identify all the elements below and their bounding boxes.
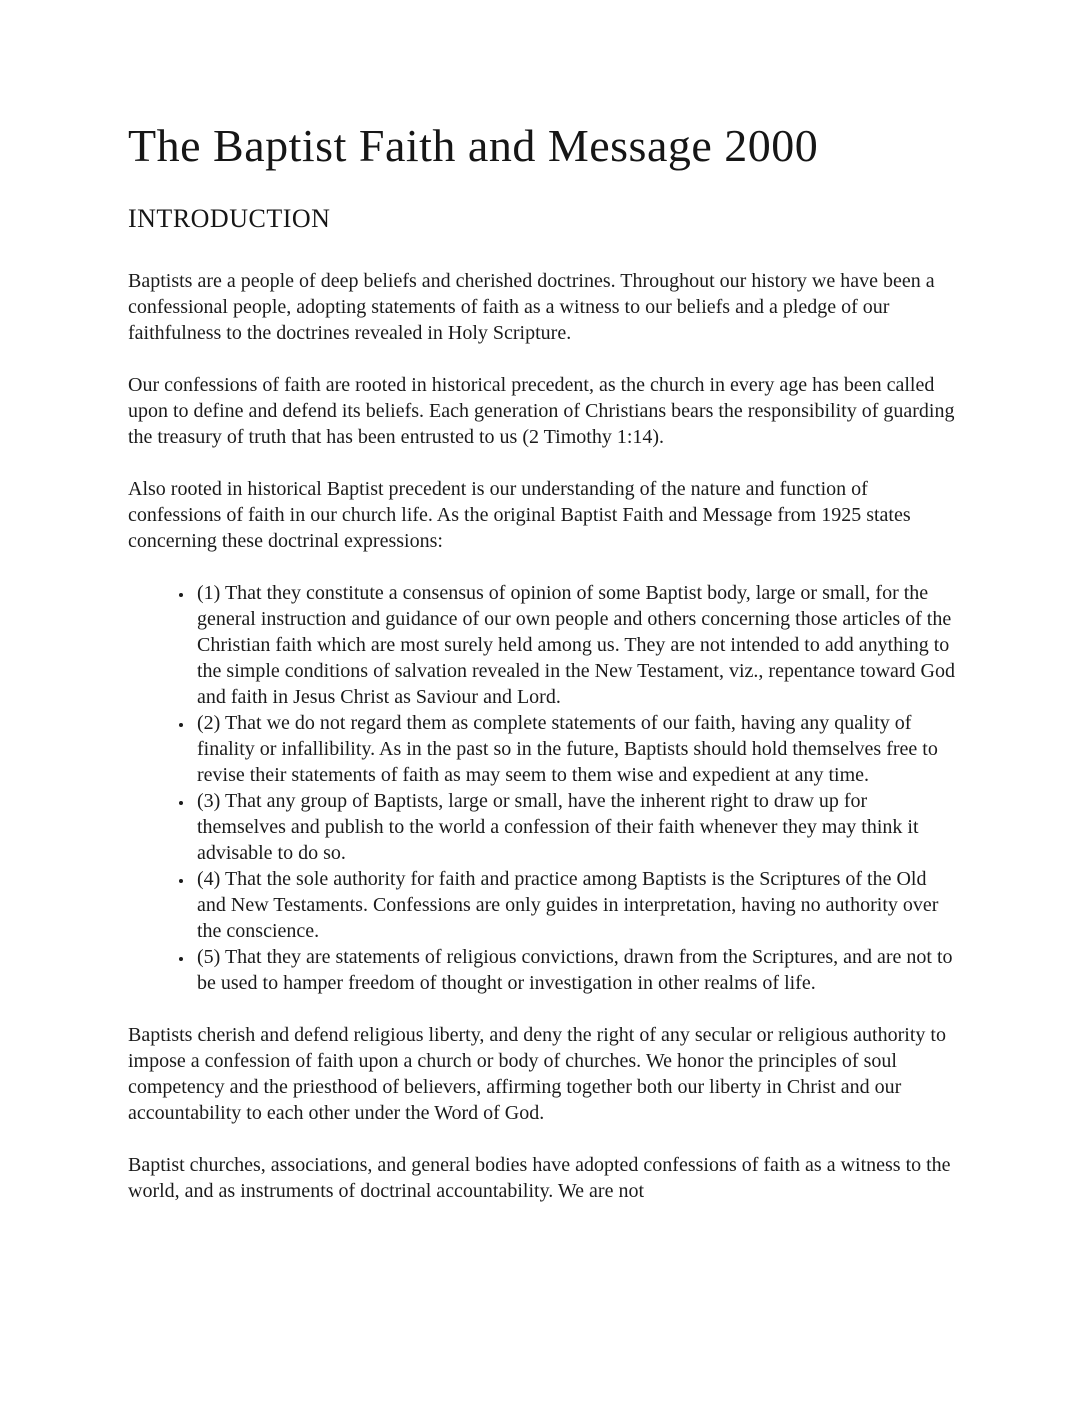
- section-heading-introduction: INTRODUCTION: [128, 204, 331, 234]
- intro-paragraph-1: Baptists are a people of deep beliefs and cherished doctrines. Throughout our history we have been a confessional people, adopting statements of faith as a witness to our beliefs and a pledge of our faithfulness to the doctrines revealed in Holy Scripture.: [128, 270, 935, 345]
- list-item-3: • (3) That any group of Baptists, large or small, have the inherent right to draw up for themselves and publish to the world a confession of their faith whenever they may think it advisable to do so.: [194, 788, 960, 866]
- closing-paragraph-2: Baptist churches, associations, and general bodies have adopted confessions of faith as a witness to the world, and as instruments of doctrinal accountability. We are not: [128, 1154, 951, 1203]
- document-title: The Baptist Faith and Message 2000: [128, 120, 819, 171]
- closing-paragraph-1: Baptists cherish and defend religious liberty, and deny the right of any secular or religious authority to impose a confession of faith upon a church or body of churches. We honor the principles of soul competency and the priesthood of believers, affirming together both our liberty in Christ and our accountability to each other under the Word of God.: [128, 1024, 946, 1125]
- list-item-2: • (2) That we do not regard them as complete statements of our faith, having any quality of finality or infallibility. As in the past so in the future, Baptists should hold themselves free to revise their statements of faith as may seem to them wise and expedient at any time.: [194, 710, 960, 788]
- intro-paragraph-2: Our confessions of faith are rooted in historical precedent, as the church in every age has been called upon to define and defend its beliefs. Each generation of Christians bears the responsibility of guarding the treasury of truth that has been entrusted to us (2 Timothy 1:14).: [128, 374, 955, 449]
- list-item-4: • (4) That the sole authority for faith and practice among Baptists is the Scriptures of the Old and New Testaments. Confessions are only guides in interpretation, having no authority over the conscience.: [194, 866, 960, 944]
- list-item-1: • (1) That they constitute a consensus of opinion of some Baptist body, large or small, for the general instruction and guidance of our own people and others concerning those articles of the Christian faith which are most surely held among us. They are not intended to add anything to the simple conditions of salvation revealed in the New Testament, viz., repentance toward God and faith in Jesus Christ as Saviour and Lord.: [194, 580, 960, 710]
- intro-paragraph-3: Also rooted in historical Baptist precedent is our understanding of the nature and function of confessions of faith in our church life. As the original Baptist Faith and Message from 1925 states concerning these doctrinal expressions:: [128, 478, 911, 553]
- doctrinal-statements-list: [128, 580, 960, 996]
- list-item-5: • (5) That they are statements of religious convictions, drawn from the Scriptures, and are not to be used to hamper freedom of thought or investigation in other realms of life.: [194, 944, 960, 996]
- document-body: [128, 268, 960, 1204]
